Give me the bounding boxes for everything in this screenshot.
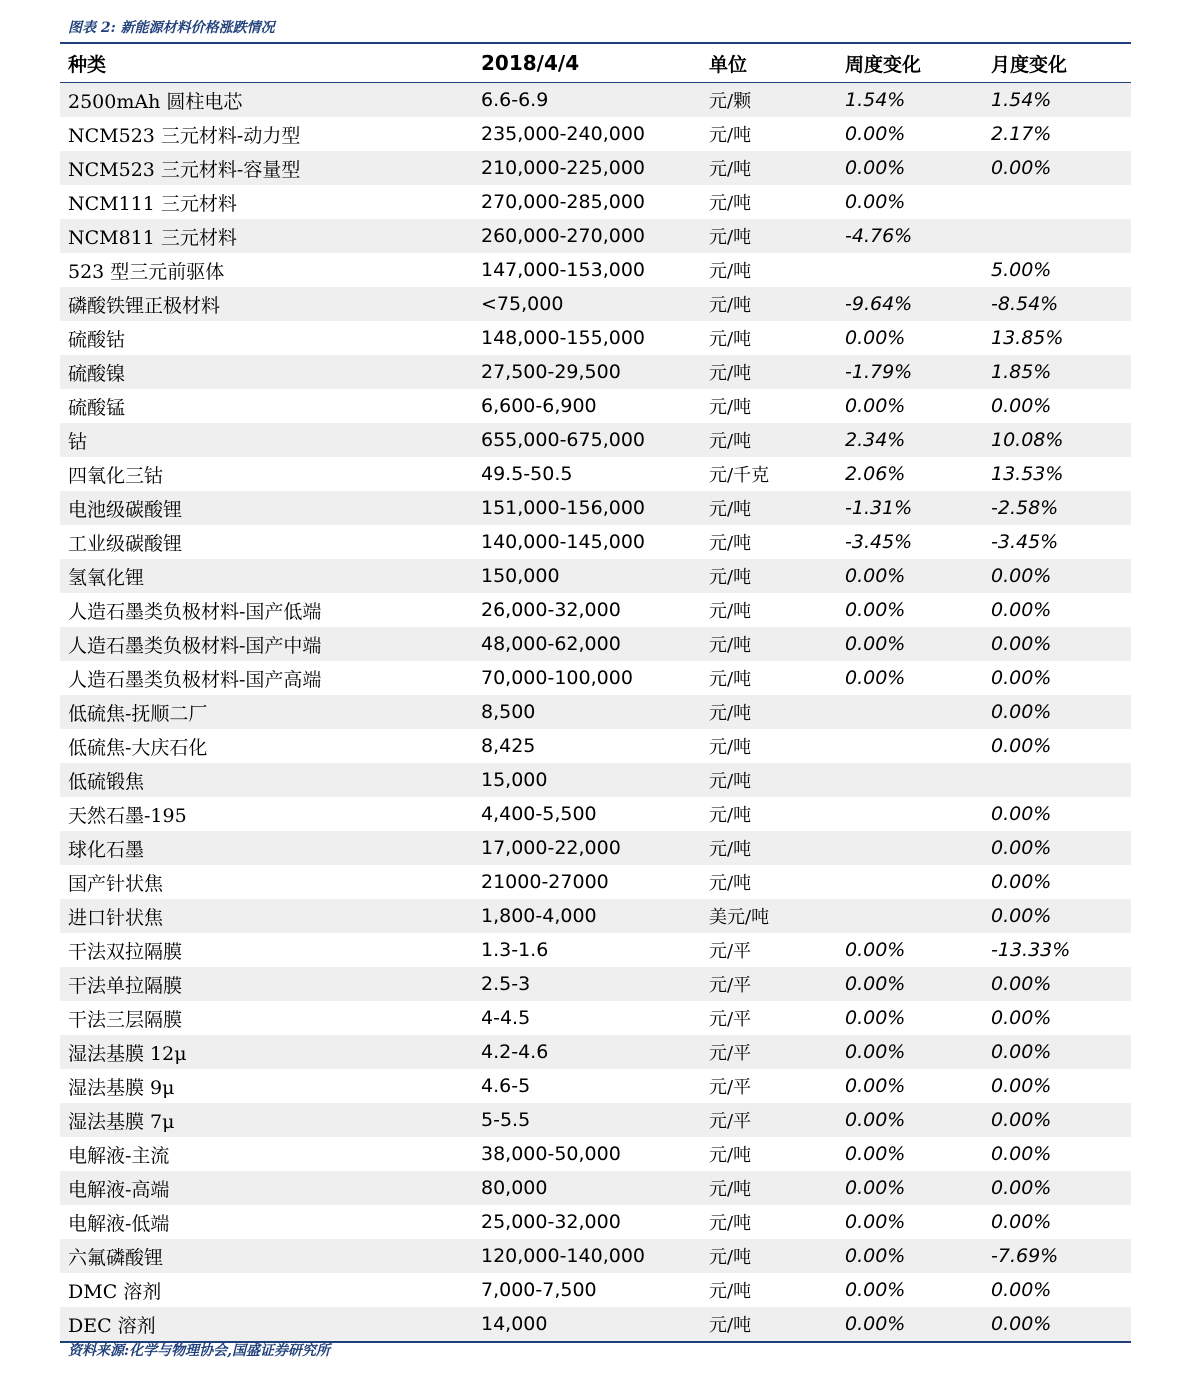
table-row xyxy=(60,627,1131,661)
table-row xyxy=(60,865,1131,899)
cell-weekly-change: 0.00% xyxy=(845,633,906,655)
table-row xyxy=(60,967,1131,1001)
cell-unit: 元/平 xyxy=(709,975,752,996)
cell-monthly-change: 0.00% xyxy=(991,667,1052,689)
cell-category: 六氟磷酸锂 xyxy=(68,1246,164,1269)
cell-weekly-change: 0.00% xyxy=(845,1041,906,1063)
cell-unit: 元/吨 xyxy=(709,1213,752,1234)
table-row xyxy=(60,797,1131,831)
table-row xyxy=(60,423,1131,457)
cell-price: 2.5-3 xyxy=(481,973,531,995)
table-row xyxy=(60,355,1131,389)
cell-weekly-change: 0.00% xyxy=(845,667,906,689)
cell-price: 8,500 xyxy=(481,701,536,723)
table-row xyxy=(60,1171,1131,1205)
table-row xyxy=(60,593,1131,627)
cell-unit: 元/平 xyxy=(709,941,752,962)
table-row xyxy=(60,763,1131,797)
table-row xyxy=(60,491,1131,525)
cell-unit: 元/吨 xyxy=(709,125,752,146)
cell-price: 5-5.5 xyxy=(481,1109,531,1131)
cell-unit: 美元/吨 xyxy=(709,907,770,928)
table-row xyxy=(60,1239,1131,1273)
cell-category: DEC 溶剂 xyxy=(68,1314,156,1337)
cell-unit: 元/吨 xyxy=(709,1315,752,1336)
cell-category: 硫酸钴 xyxy=(68,328,126,351)
cell-monthly-change: 0.00% xyxy=(991,803,1052,825)
table-row xyxy=(60,389,1131,423)
cell-unit: 元/吨 xyxy=(709,533,752,554)
cell-unit: 元/平 xyxy=(709,1009,752,1030)
cell-unit: 元/吨 xyxy=(709,1179,752,1200)
header-category: 种类 xyxy=(68,53,107,76)
cell-unit: 元/吨 xyxy=(709,227,752,248)
table-row xyxy=(60,83,1131,117)
cell-monthly-change: -2.58% xyxy=(991,497,1059,519)
cell-unit: 元/吨 xyxy=(709,193,752,214)
cell-weekly-change: -1.79% xyxy=(845,361,913,383)
table-row xyxy=(60,1273,1131,1307)
cell-weekly-change: 0.00% xyxy=(845,973,906,995)
cell-unit: 元/吨 xyxy=(709,499,752,520)
table-row xyxy=(60,117,1131,151)
cell-unit: 元/吨 xyxy=(709,737,752,758)
cell-weekly-change: 0.00% xyxy=(845,599,906,621)
cell-unit: 元/吨 xyxy=(709,261,752,282)
cell-monthly-change: 1.85% xyxy=(991,361,1052,383)
cell-unit: 元/吨 xyxy=(709,805,752,826)
cell-category: 电池级碳酸锂 xyxy=(68,498,183,521)
cell-weekly-change: 0.00% xyxy=(845,1177,906,1199)
cell-monthly-change: 0.00% xyxy=(991,1279,1052,1301)
table-row xyxy=(60,1001,1131,1035)
cell-monthly-change: 0.00% xyxy=(991,1041,1052,1063)
cell-weekly-change: 0.00% xyxy=(845,1245,906,1267)
cell-price: <75,000 xyxy=(481,293,564,315)
cell-weekly-change: 0.00% xyxy=(845,123,906,145)
cell-unit: 元/颗 xyxy=(709,91,752,112)
cell-weekly-change: 0.00% xyxy=(845,1109,906,1131)
cell-monthly-change: 0.00% xyxy=(991,973,1052,995)
cell-weekly-change: 0.00% xyxy=(845,327,906,349)
cell-price: 655,000-675,000 xyxy=(481,429,645,451)
cell-monthly-change: 5.00% xyxy=(991,259,1052,281)
table-row xyxy=(60,1103,1131,1137)
header-weekly-change: 周度变化 xyxy=(845,53,922,76)
cell-price: 49.5-50.5 xyxy=(481,463,573,485)
cell-weekly-change: 0.00% xyxy=(845,157,906,179)
cell-price: 147,000-153,000 xyxy=(481,259,645,281)
header-date: 2018/4/4 xyxy=(481,51,580,75)
cell-monthly-change: -13.33% xyxy=(991,939,1071,961)
cell-price: 6.6-6.9 xyxy=(481,89,549,111)
cell-unit: 元/吨 xyxy=(709,1247,752,1268)
cell-category: 磷酸铁锂正极材料 xyxy=(68,294,221,317)
cell-category: NCM523 三元材料-容量型 xyxy=(68,158,301,181)
cell-monthly-change: -7.69% xyxy=(991,1245,1059,1267)
cell-price: 14,000 xyxy=(481,1313,548,1335)
cell-price: 15,000 xyxy=(481,769,548,791)
cell-unit: 元/吨 xyxy=(709,771,752,792)
table-row xyxy=(60,695,1131,729)
cell-weekly-change: -3.45% xyxy=(845,531,913,553)
cell-monthly-change: 10.08% xyxy=(991,429,1064,451)
table-body xyxy=(60,83,1131,1341)
cell-category: 湿法基膜 12μ xyxy=(68,1042,187,1065)
table-row xyxy=(60,1035,1131,1069)
cell-price: 70,000-100,000 xyxy=(481,667,633,689)
cell-unit: 元/吨 xyxy=(709,431,752,452)
cell-monthly-change: 0.00% xyxy=(991,1177,1052,1199)
cell-weekly-change: 0.00% xyxy=(845,1279,906,1301)
cell-monthly-change: 0.00% xyxy=(991,905,1052,927)
cell-price: 7,000-7,500 xyxy=(481,1279,597,1301)
cell-category: 523 型三元前驱体 xyxy=(68,260,225,283)
cell-category: 硫酸锰 xyxy=(68,396,126,419)
cell-category: 湿法基膜 7μ xyxy=(68,1110,175,1133)
cell-price: 151,000-156,000 xyxy=(481,497,645,519)
cell-monthly-change: 0.00% xyxy=(991,1075,1052,1097)
table-row xyxy=(60,1307,1131,1341)
table-row xyxy=(60,151,1131,185)
cell-category: 进口针状焦 xyxy=(68,906,164,929)
cell-monthly-change: -3.45% xyxy=(991,531,1059,553)
table-row xyxy=(60,1069,1131,1103)
cell-price: 120,000-140,000 xyxy=(481,1245,645,1267)
cell-unit: 元/吨 xyxy=(709,363,752,384)
cell-price: 27,500-29,500 xyxy=(481,361,621,383)
cell-price: 140,000-145,000 xyxy=(481,531,645,553)
cell-unit: 元/平 xyxy=(709,1043,752,1064)
header-monthly-change: 月度变化 xyxy=(991,53,1068,76)
cell-category: 电解液-低端 xyxy=(68,1212,170,1235)
cell-weekly-change: 0.00% xyxy=(845,191,906,213)
cell-weekly-change: -9.64% xyxy=(845,293,913,315)
table-row xyxy=(60,899,1131,933)
table-row xyxy=(60,253,1131,287)
table-row xyxy=(60,933,1131,967)
cell-weekly-change: -1.31% xyxy=(845,497,913,519)
cell-unit: 元/吨 xyxy=(709,159,752,180)
cell-category: 干法三层隔膜 xyxy=(68,1008,183,1031)
cell-weekly-change: 0.00% xyxy=(845,1211,906,1233)
cell-unit: 元/平 xyxy=(709,1111,752,1132)
cell-monthly-change: -8.54% xyxy=(991,293,1059,315)
cell-price: 270,000-285,000 xyxy=(481,191,645,213)
cell-price: 38,000-50,000 xyxy=(481,1143,621,1165)
cell-monthly-change: 2.17% xyxy=(991,123,1052,145)
cell-price: 150,000 xyxy=(481,565,560,587)
cell-monthly-change: 0.00% xyxy=(991,1143,1052,1165)
cell-price: 1.3-1.6 xyxy=(481,939,549,961)
cell-unit: 元/吨 xyxy=(709,567,752,588)
cell-category: 低硫锻焦 xyxy=(68,770,145,793)
cell-price: 8,425 xyxy=(481,735,536,757)
cell-weekly-change: 2.06% xyxy=(845,463,906,485)
figure-caption: 图表 2: 新能源材料价格涨跌情况 xyxy=(68,20,275,36)
source-note: 资料来源:化学与物理协会,国盛证券研究所 xyxy=(68,1343,331,1359)
cell-category: 国产针状焦 xyxy=(68,872,164,895)
cell-price: 1,800-4,000 xyxy=(481,905,597,927)
table-row xyxy=(60,559,1131,593)
cell-price: 21000-27000 xyxy=(481,871,609,893)
cell-price: 48,000-62,000 xyxy=(481,633,621,655)
cell-price: 80,000 xyxy=(481,1177,548,1199)
cell-weekly-change: 0.00% xyxy=(845,565,906,587)
cell-monthly-change: 0.00% xyxy=(991,633,1052,655)
cell-price: 210,000-225,000 xyxy=(481,157,645,179)
cell-weekly-change: 0.00% xyxy=(845,1007,906,1029)
table-row xyxy=(60,831,1131,865)
table-row xyxy=(60,729,1131,763)
cell-monthly-change: 0.00% xyxy=(991,1211,1052,1233)
cell-price: 4-4.5 xyxy=(481,1007,531,1029)
cell-category: DMC 溶剂 xyxy=(68,1280,162,1303)
cell-category: 氢氧化锂 xyxy=(68,566,145,589)
cell-category: 电解液-高端 xyxy=(68,1178,170,1201)
cell-category: 工业级碳酸锂 xyxy=(68,532,183,555)
cell-monthly-change: 0.00% xyxy=(991,1007,1052,1029)
cell-monthly-change: 0.00% xyxy=(991,837,1052,859)
cell-weekly-change: -4.76% xyxy=(845,225,913,247)
cell-monthly-change: 0.00% xyxy=(991,395,1052,417)
table-row xyxy=(60,457,1131,491)
cell-category: 干法双拉隔膜 xyxy=(68,940,183,963)
cell-unit: 元/吨 xyxy=(709,295,752,316)
cell-category: 钴 xyxy=(68,430,88,453)
table-row xyxy=(60,1205,1131,1239)
cell-category: 硫酸镍 xyxy=(68,362,126,385)
cell-weekly-change: 0.00% xyxy=(845,939,906,961)
cell-price: 148,000-155,000 xyxy=(481,327,645,349)
cell-category: NCM111 三元材料 xyxy=(68,192,237,215)
cell-category: NCM811 三元材料 xyxy=(68,226,237,249)
price-table xyxy=(60,42,1131,1343)
table-row xyxy=(60,1137,1131,1171)
cell-category: 低硫焦-大庆石化 xyxy=(68,736,208,759)
cell-category: 湿法基膜 9μ xyxy=(68,1076,175,1099)
cell-category: NCM523 三元材料-动力型 xyxy=(68,124,301,147)
cell-category: 低硫焦-抚顺二厂 xyxy=(68,702,208,725)
cell-monthly-change: 13.53% xyxy=(991,463,1064,485)
cell-monthly-change: 0.00% xyxy=(991,871,1052,893)
cell-category: 球化石墨 xyxy=(68,838,145,861)
table-row xyxy=(60,287,1131,321)
cell-price: 235,000-240,000 xyxy=(481,123,645,145)
cell-category: 人造石墨类负极材料-国产中端 xyxy=(68,634,322,657)
table-row xyxy=(60,185,1131,219)
cell-unit: 元/吨 xyxy=(709,669,752,690)
table-row xyxy=(60,321,1131,355)
cell-unit: 元/吨 xyxy=(709,873,752,894)
cell-price: 260,000-270,000 xyxy=(481,225,645,247)
cell-price: 4,400-5,500 xyxy=(481,803,597,825)
cell-category: 人造石墨类负极材料-国产低端 xyxy=(68,600,322,623)
cell-unit: 元/吨 xyxy=(709,397,752,418)
cell-price: 17,000-22,000 xyxy=(481,837,621,859)
cell-unit: 元/千克 xyxy=(709,465,770,486)
cell-unit: 元/吨 xyxy=(709,839,752,860)
cell-monthly-change: 0.00% xyxy=(991,735,1052,757)
cell-monthly-change: 0.00% xyxy=(991,1109,1052,1131)
cell-category: 四氧化三钴 xyxy=(68,464,164,487)
cell-price: 4.2-4.6 xyxy=(481,1041,549,1063)
table-row xyxy=(60,661,1131,695)
cell-unit: 元/平 xyxy=(709,1077,752,1098)
cell-weekly-change: 1.54% xyxy=(845,89,906,111)
cell-unit: 元/吨 xyxy=(709,635,752,656)
cell-price: 26,000-32,000 xyxy=(481,599,621,621)
cell-category: 人造石墨类负极材料-国产高端 xyxy=(68,668,322,691)
cell-monthly-change: 13.85% xyxy=(991,327,1064,349)
cell-price: 6,600-6,900 xyxy=(481,395,597,417)
cell-weekly-change: 0.00% xyxy=(845,1313,906,1335)
cell-unit: 元/吨 xyxy=(709,601,752,622)
table-header-row xyxy=(60,44,1131,83)
cell-monthly-change: 1.54% xyxy=(991,89,1052,111)
cell-weekly-change: 0.00% xyxy=(845,1075,906,1097)
cell-price: 4.6-5 xyxy=(481,1075,531,1097)
cell-monthly-change: 0.00% xyxy=(991,1313,1052,1335)
cell-monthly-change: 0.00% xyxy=(991,599,1052,621)
cell-monthly-change: 0.00% xyxy=(991,157,1052,179)
cell-category: 干法单拉隔膜 xyxy=(68,974,183,997)
cell-monthly-change: 0.00% xyxy=(991,701,1052,723)
cell-category: 电解液-主流 xyxy=(68,1144,170,1167)
table-row xyxy=(60,525,1131,559)
cell-unit: 元/吨 xyxy=(709,1145,752,1166)
cell-monthly-change: 0.00% xyxy=(991,565,1052,587)
cell-unit: 元/吨 xyxy=(709,1281,752,1302)
cell-unit: 元/吨 xyxy=(709,703,752,724)
header-unit: 单位 xyxy=(709,53,748,76)
cell-weekly-change: 2.34% xyxy=(845,429,906,451)
cell-weekly-change: 0.00% xyxy=(845,395,906,417)
cell-category: 2500mAh 圆柱电芯 xyxy=(68,90,243,113)
cell-weekly-change: 0.00% xyxy=(845,1143,906,1165)
cell-price: 25,000-32,000 xyxy=(481,1211,621,1233)
table-row xyxy=(60,219,1131,253)
cell-unit: 元/吨 xyxy=(709,329,752,350)
cell-category: 天然石墨-195 xyxy=(68,804,187,827)
